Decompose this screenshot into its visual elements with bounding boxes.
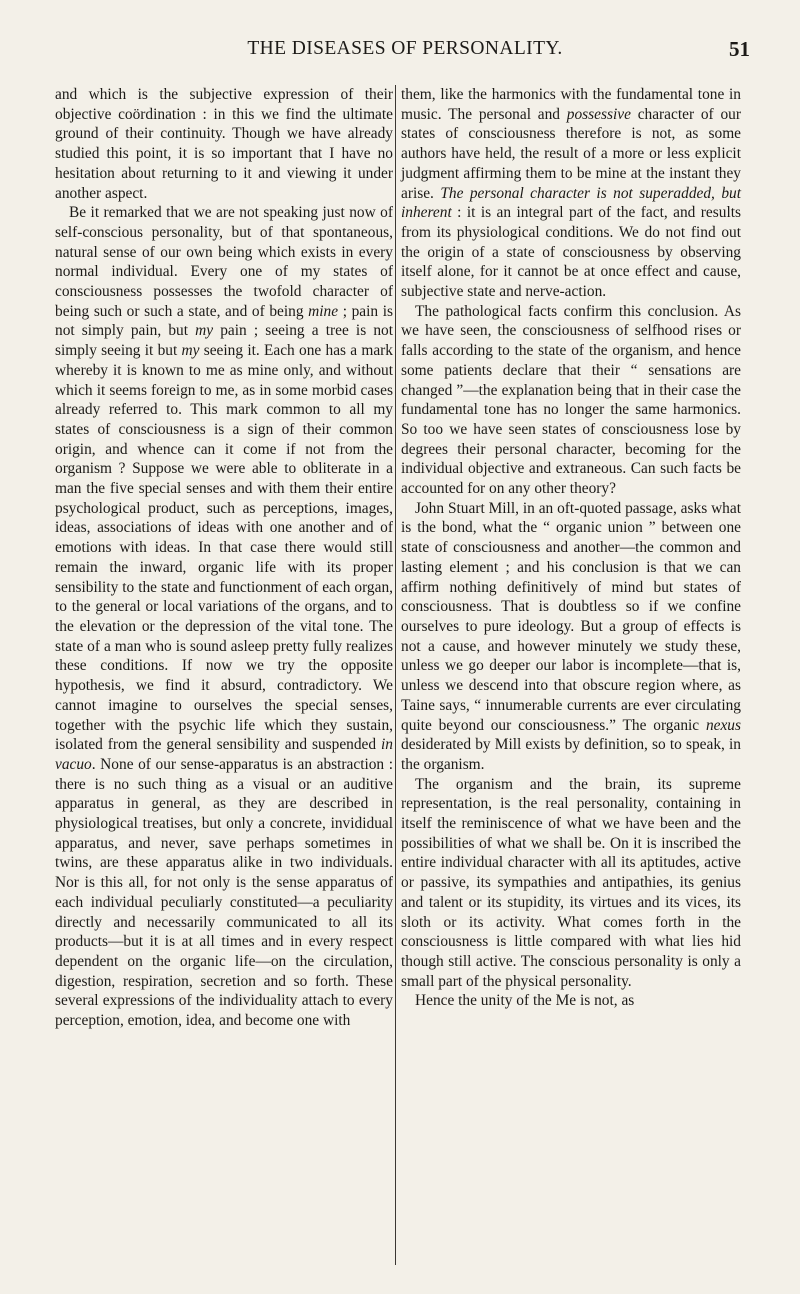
text-run: character of our states of consciousness therefore is not, as some authors have held, the result of a more or less explicit judgment affirming them to be mine at the instant they arise. xyxy=(401,105,741,202)
text-run: pain ; seeing a tree is not simply seeing it but xyxy=(55,322,393,360)
left-paragraph-2 xyxy=(55,203,393,1031)
text-run: desiderated by Mill exists by definition, so to speak, in the organism. xyxy=(401,736,741,773)
right-paragraph-2: The pathological facts confirm this conclusion. As we have seen, the consciousness of selfhood rises or falls according to the state of the organism, and hence some patients declare that their “ sensations are changed ”—the explanation being that in their case the fundamental tone has no longer the same harmonics. So too we have seen states of consciousness lose by degrees their personal character, becoming for the individual objective and extraneous. Can such facts be accounted for on any other theory? xyxy=(401,302,741,498)
right-paragraph-3 xyxy=(401,499,741,775)
text-run: John Stuart Mill, in an oft-quoted passage, asks what is the bond, what the “ organic union ” between one state of consciousness and another—the common and lasting element ; and his conclusion is that we can affirm nothing definitively of mind but states of consciousness. That is doubtless so if we confine ourselves to pure ideology. But a group of effects is not a cause, and however minutely we study these, unless we go deeper our labor is incomplete—that is, unless we descend into that obscure region where, as Taine says, “ innumerable currents are ever circulating quite beyond our consciousness.” The organic xyxy=(401,499,741,734)
italic-in-vacuo: in vacuo xyxy=(55,736,393,773)
text-run: seeing it. Each one has a mark whereby it is known to me as mine only, and without which it seems foreign to me, as in some morbid cases already referred to. This mark common to all my states of consciousness is a sign of their common origin, and whence can it come if not from the organism ? Suppose we were able to obliterate in a man the five special senses and with them their entire psychological product, such as perceptions, images, ideas, associations of ideas with one another and of emotions with ideas. In that case there would still remain the inward, organic life with its proper sensibility to the state and functionment of each organ, to the general or local variations of the organs, and to the elevation or the depression of the vital tone. The state of a man who is sound asleep pretty fully realizes these conditions. If now we try the opposite hypothesis, we find it absurd, contradictory. We cannot imagine to ourselves the special senses, together with the psychic life which they sustain, isolated from the general sensibility and suspended xyxy=(55,342,393,754)
text-run: . None of our sense-apparatus is an abstraction : there is no such thing as a visual or an auditive apparatus in general, as they are described in physiological treatises, but only a concrete, invididual apparatus, and never, save perhaps sometimes in twins, are these apparatus alike in two individuals. Nor is this all, for not only is the sense apparatus of each individual peculiarly constituted—a peculiarity directly and necessarily communicated to all its products—but it is at all times and in every respect dependent on the organic life—on the circulation, digestion, respiration, secretion and so forth. These several expressions of the individuality attach to every perception, emotion, idea, and become one with xyxy=(55,755,393,1030)
italic-statement: The personal character is not superadded, but inherent xyxy=(401,184,741,222)
italic-mine: mine xyxy=(308,302,339,320)
right-paragraph-4: The organism and the brain, its supreme representation, is the real personality, containing in itself the reminiscence of what we have been and the possibilities of what we shall be. On it is inscribed the entire individual character with all its aptitudes, active or passive, its sympathies and antipathies, its genius and talent or its stupidity, its virtues and its vices, its sloth or its activity. What comes forth in the consciousness is little compared with what lies hid though still active. The conscious personality is only a small part of the physical personality. xyxy=(401,775,741,990)
left-paragraph-1: and which is the subjective expression of their objective coördination : in this we find the ultimate ground of their continuity. Though we have already studied this point, it is so important that I have no hesitation about returning to it and viewing it under another aspect. xyxy=(55,86,393,202)
right-column xyxy=(401,85,741,1011)
text-run: ; pain is not simply pain, but xyxy=(55,302,393,340)
column-divider xyxy=(395,85,396,1265)
running-head: THE DISEASES OF PERSONALITY. xyxy=(247,38,563,59)
text-run: Be it remarked that we are not speaking just now of self-conscious personality, but of that spontaneous, natural sense of our own being which exists in every normal individual. Every one of my states of consciousness possesses the twofold character of being such or such a state, and of being xyxy=(55,204,393,320)
italic-nexus: nexus xyxy=(705,716,741,734)
italic-possessive: possessive xyxy=(566,105,631,123)
page-header xyxy=(60,38,750,64)
right-paragraph-5: Hence the unity of the Me is not, as xyxy=(415,992,635,1010)
italic-my: my xyxy=(181,342,200,360)
italic-my: my xyxy=(195,322,214,340)
right-paragraph-1 xyxy=(401,85,741,302)
text-columns xyxy=(55,85,755,1275)
text-run: : it is an integral part of the fact, and results from its physiological conditions. We do not find out the origin of a state of consciousness by observing itself alone, for it cannot be at once effect and cause, subjective state and nerve-action. xyxy=(401,204,741,301)
left-column xyxy=(55,85,393,1031)
text-run: them, like the harmonics with the fundamental tone in music. The personal and xyxy=(401,86,741,123)
page-number: 51 xyxy=(729,37,750,61)
